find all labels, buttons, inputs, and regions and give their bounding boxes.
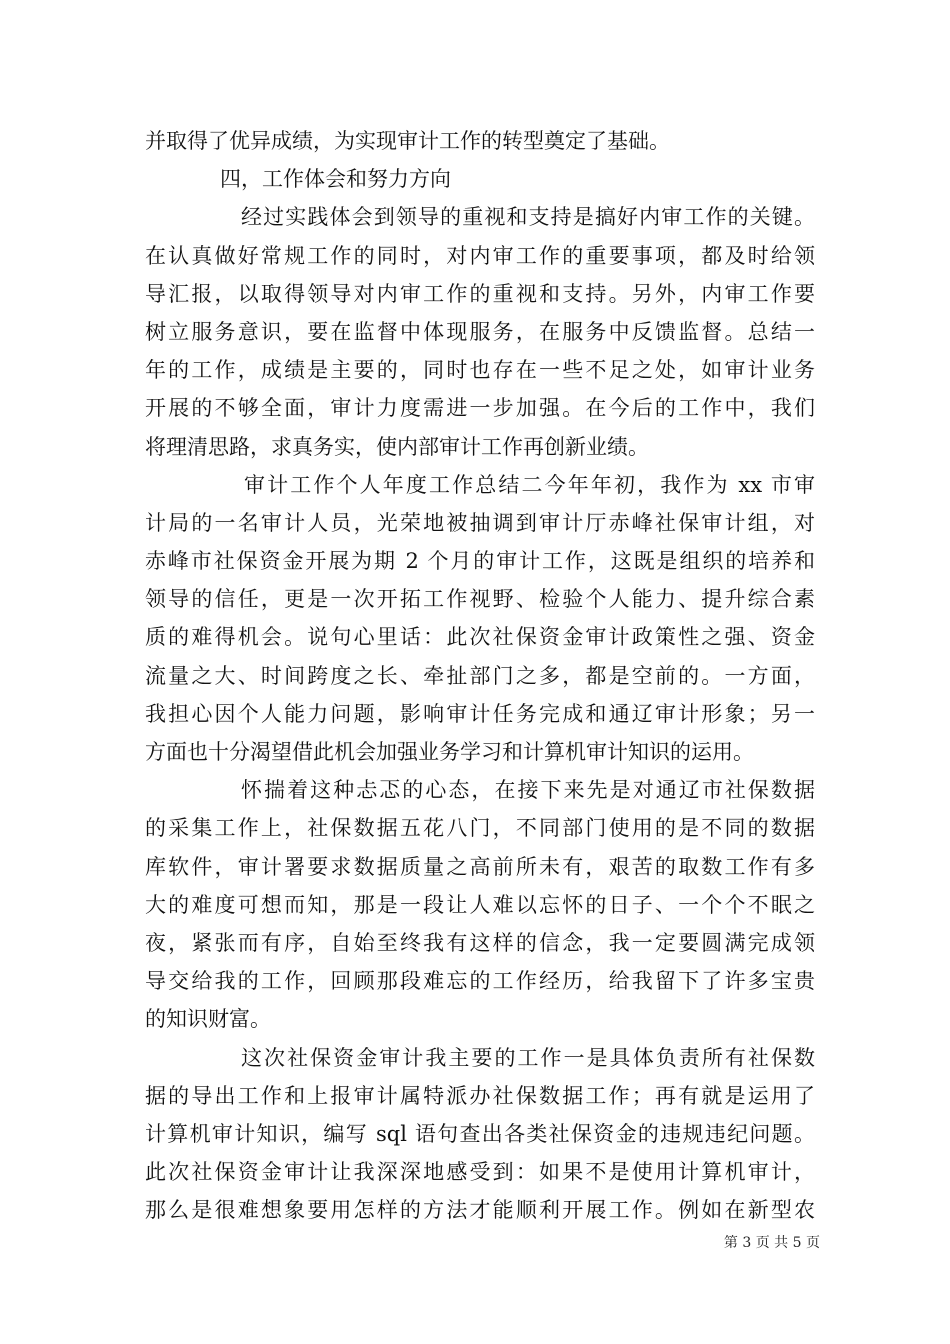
text-line: 审计工作个人年度工作总结二今年年初，我作为 xx 市审 xyxy=(244,472,815,497)
text-line: 流量之大、时间跨度之长、牵扯部门之多，都是空前的。一方面， xyxy=(145,663,815,688)
text-line: 此次社保资金审计让我深深地感受到：如果不是使用计算机审计， xyxy=(145,1160,815,1185)
document-body xyxy=(145,122,815,1229)
text-line: 的采集工作上，社保数据五花八门，不同部门使用的是不同的数据 xyxy=(145,816,815,841)
text-line: 大的难度可想而知，那是一段让人难以忘怀的日子、一个个不眠之 xyxy=(145,892,815,917)
text-line: 计局的一名审计人员，光荣地被抽调到审计厅赤峰社保审计组，对 xyxy=(145,510,815,535)
text-line: 树立服务意识，要在监督中体现服务，在服务中反馈监督。总结一 xyxy=(145,319,815,344)
text-line: 那么是很难想象要用怎样的方法才能顺利开展工作。例如在新型农 xyxy=(145,1198,815,1223)
text-line: 经过实践体会到领导的重视和支持是搞好内审工作的关键。 xyxy=(241,205,815,230)
text-line: 导汇报，以取得领导对内审工作的重视和支持。另外，内审工作要 xyxy=(145,281,815,306)
text-line: 的知识财富。 xyxy=(145,1007,271,1032)
text-line: 将理清思路，求真务实，使内部审计工作再创新业绩。 xyxy=(145,434,649,459)
text-line: 我担心因个人能力问题，影响审计任务完成和通辽审计形象；另一 xyxy=(145,701,815,726)
text-line: 并取得了优异成绩，为实现审计工作的转型奠定了基础。 xyxy=(145,129,670,153)
text-line: 领导的信任，更是一次开拓工作视野、检验个人能力、提升综合素 xyxy=(145,587,815,612)
text-line: 导交给我的工作，回顾那段难忘的工作经历，给我留下了许多宝贵 xyxy=(145,969,815,994)
text-line: 库软件，审计署要求数据质量之高前所未有，艰苦的取数工作有多 xyxy=(145,854,815,879)
text-line: 在认真做好常规工作的同时，对内审工作的重要事项，都及时给领 xyxy=(145,243,815,268)
section-heading: 四，工作体会和努力方向 xyxy=(220,167,451,192)
text-line: 据的导出工作和上报审计属特派办社保数据工作；再有就是运用了 xyxy=(145,1083,815,1108)
text-line: 这次社保资金审计我主要的工作一是具体负责所有社保数 xyxy=(241,1045,815,1070)
text-line: 计算机审计知识，编写 sql 语句查出各类社保资金的违规违纪问题。 xyxy=(145,1121,815,1146)
text-line: 年的工作，成绩是主要的，同时也存在一些不足之处，如审计业务 xyxy=(145,358,815,383)
text-line: 开展的不够全面，审计力度需进一步加强。在今后的工作中，我们 xyxy=(145,396,815,421)
text-line: 赤峰市社保资金开展为期 2 个月的审计工作，这既是组织的培养和 xyxy=(145,549,815,574)
text-line: 怀揣着这种忐忑的心态，在接下来先是对通辽市社保数据 xyxy=(241,778,815,803)
page-number: 第 3 页 共 5 页 xyxy=(723,1235,820,1251)
text-line: 夜，紧张而有序，自始至终我有这样的信念，我一定要圆满完成领 xyxy=(145,930,815,955)
text-line: 方面也十分渴望借此机会加强业务学习和计算机审计知识的运用。 xyxy=(145,740,754,764)
text-line: 质的难得机会。说句心里话：此次社保资金审计政策性之强、资金 xyxy=(145,625,815,650)
